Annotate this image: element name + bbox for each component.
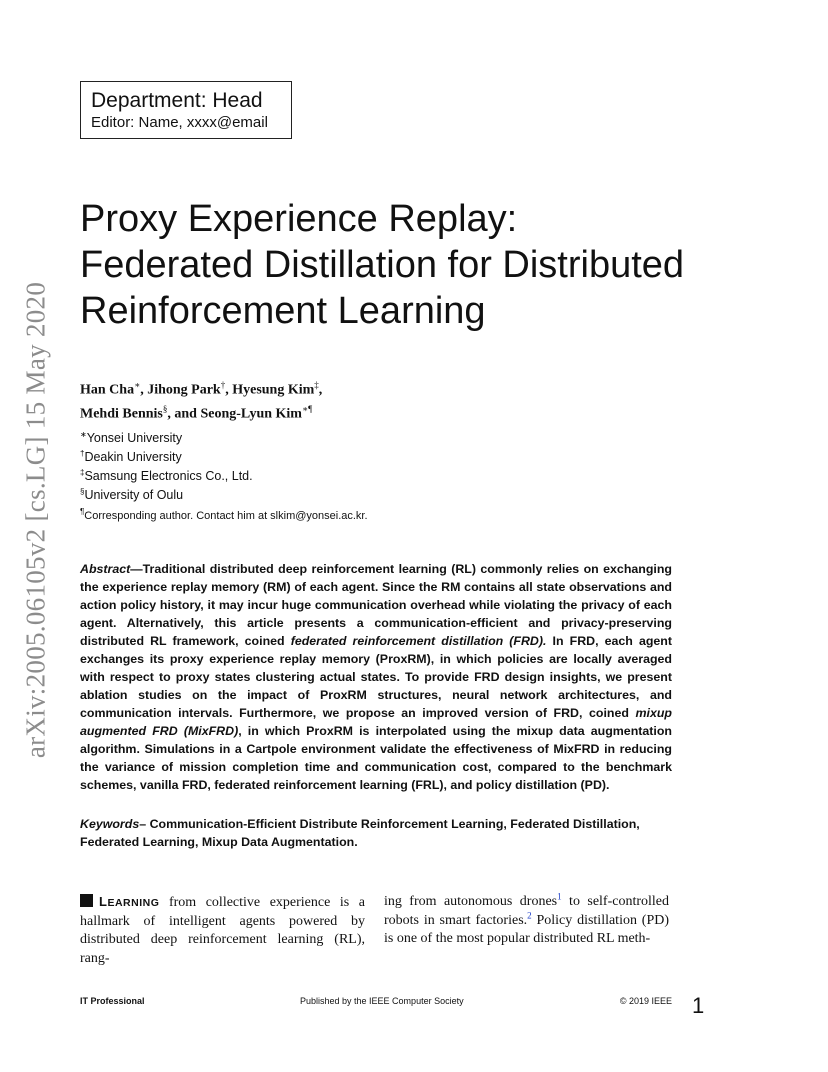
body-column-left [80,893,365,968]
keywords-label: Keywords [80,817,140,831]
author-separator: , [318,382,323,398]
author-line [80,400,322,424]
lead-word [99,894,159,909]
lead-word-initial: L [99,894,108,909]
affiliation-item [80,446,368,465]
author-mark: ∗ [134,380,141,390]
department-label: Department: Head [91,89,263,112]
keywords-text: Communication-Efficient Distribute Reinforcement Learning, Federated Distillation, Federated Learning, Mixup Data Augmentation. [80,817,640,849]
affiliation-mark: † [80,449,85,459]
affiliation-item [80,484,368,503]
abstract-emphasis: mixup augmented FRD (MixFRD) [80,706,672,738]
author-mark: † [220,380,226,390]
body-text: to self-controlled robots in smart factories. [384,894,670,928]
footnote-ref[interactable]: 1 [557,891,562,902]
affiliation-mark: ‡ [80,468,85,478]
author-separator: , [140,382,148,398]
paper-title [80,196,780,334]
keywords-dash: – [139,817,150,831]
body-text: ing from autonomous drones [384,894,558,909]
footer-copyright: © 2019 IEEE [619,996,672,1006]
abstract-text: Traditional distributed deep reinforcement learning (RL) commonly relies on exchanging the experience replay memory (RM) of each agent. Since the RM contains all state observations and action policy history, it may incur huge communication overhead while violating the privacy of each agent. Alternatively, this article presents a communication-efficient and privacy-preserving distributed RL framework, coined [80,562,672,648]
affiliation-text: Corresponding author. Contact him at slkim@yonsei.ac.kr. [84,509,368,522]
abstract-text: In FRD, each agent exchanges its proxy experience replay memory (ProxRM), in which policies are locally averaged with respect to proxy states clustering actual states. To provide FRD design insights, we present ablation studies on the impact of ProxRM structures, neural network architectures, and communication intervals. Furthermore, we propose an improved version of FRD, coined [80,634,672,720]
affiliation-item [80,427,368,446]
footer-journal: IT Professional [80,996,145,1006]
body-column-right [384,893,669,949]
author-mark: ‡ [314,380,319,390]
body-text: Policy distillation (PD) is one of the most popular distributed RL meth- [384,912,670,946]
affiliation-item [80,465,368,484]
affiliation-mark: ¶ [80,506,85,516]
author-name: Hyesung Kim [232,382,315,398]
affiliation-text: Deakin University [84,450,182,465]
author-mark: § [162,403,168,414]
footer-publisher: Published by the IEEE Computer Society [300,996,464,1006]
author-separator: , and [167,406,201,422]
author-mark: ∗¶ [301,403,313,414]
author-name: Seong-Lyun Kim [200,406,302,422]
body-text: from collective experience is a hallmark of intelligent agents powered by distributed deep reinforcement learning (RL), rang- [80,895,365,966]
author-list [80,376,322,423]
affiliation-text: University of Oulu [84,488,184,503]
author-separator: , [225,382,233,398]
abstract-emphasis: federated reinforcement distillation (FRD). [290,634,547,648]
affiliation-text: Samsung Electronics Co., Ltd. [84,469,253,484]
affiliation-mark: ∗ [80,430,87,439]
title-line: Proxy Experience Replay: [80,198,518,240]
author-line [80,376,322,400]
affiliation-list [80,427,368,524]
affiliation-text: Yonsei University [86,431,183,446]
abstract-label: Abstract [80,562,131,576]
abstract-text: , in which ProxRM is interpolated using the mixup data augmentation algorithm. Simulations in a Cartpole environment validate the effectiveness of MixFRD in reducing the variance of mission completion time and communication cost, compared to the benchmark schemes, vanilla FRD, federated reinforcement learning (FRL), and policy distillation (PD). [80,724,672,792]
footnote-ref[interactable]: 2 [527,909,532,920]
keywords [80,815,672,851]
title-line: Federated Distillation for Distributed [80,244,685,286]
affiliation-mark: § [80,487,85,497]
arxiv-identifier-stamp: arXiv:2005.06105v2 [cs.LG] 15 May 2020 [20,281,51,759]
lead-word-rest: EARNING [107,897,160,909]
abstract [80,560,672,794]
author-name: Han Cha [80,382,135,398]
author-name: Jihong Park [147,382,221,398]
department-editor-box [80,81,292,139]
section-start-square-icon [80,894,93,907]
title-line: Reinforcement Learning [80,290,486,332]
affiliation-item [80,504,368,524]
page-number: 1 [692,993,705,1018]
abstract-dash: — [130,562,143,576]
editor-label: Editor: Name, xxxx@email [91,114,268,131]
author-name: Mehdi Bennis [80,406,163,422]
page-footer [80,996,672,1010]
